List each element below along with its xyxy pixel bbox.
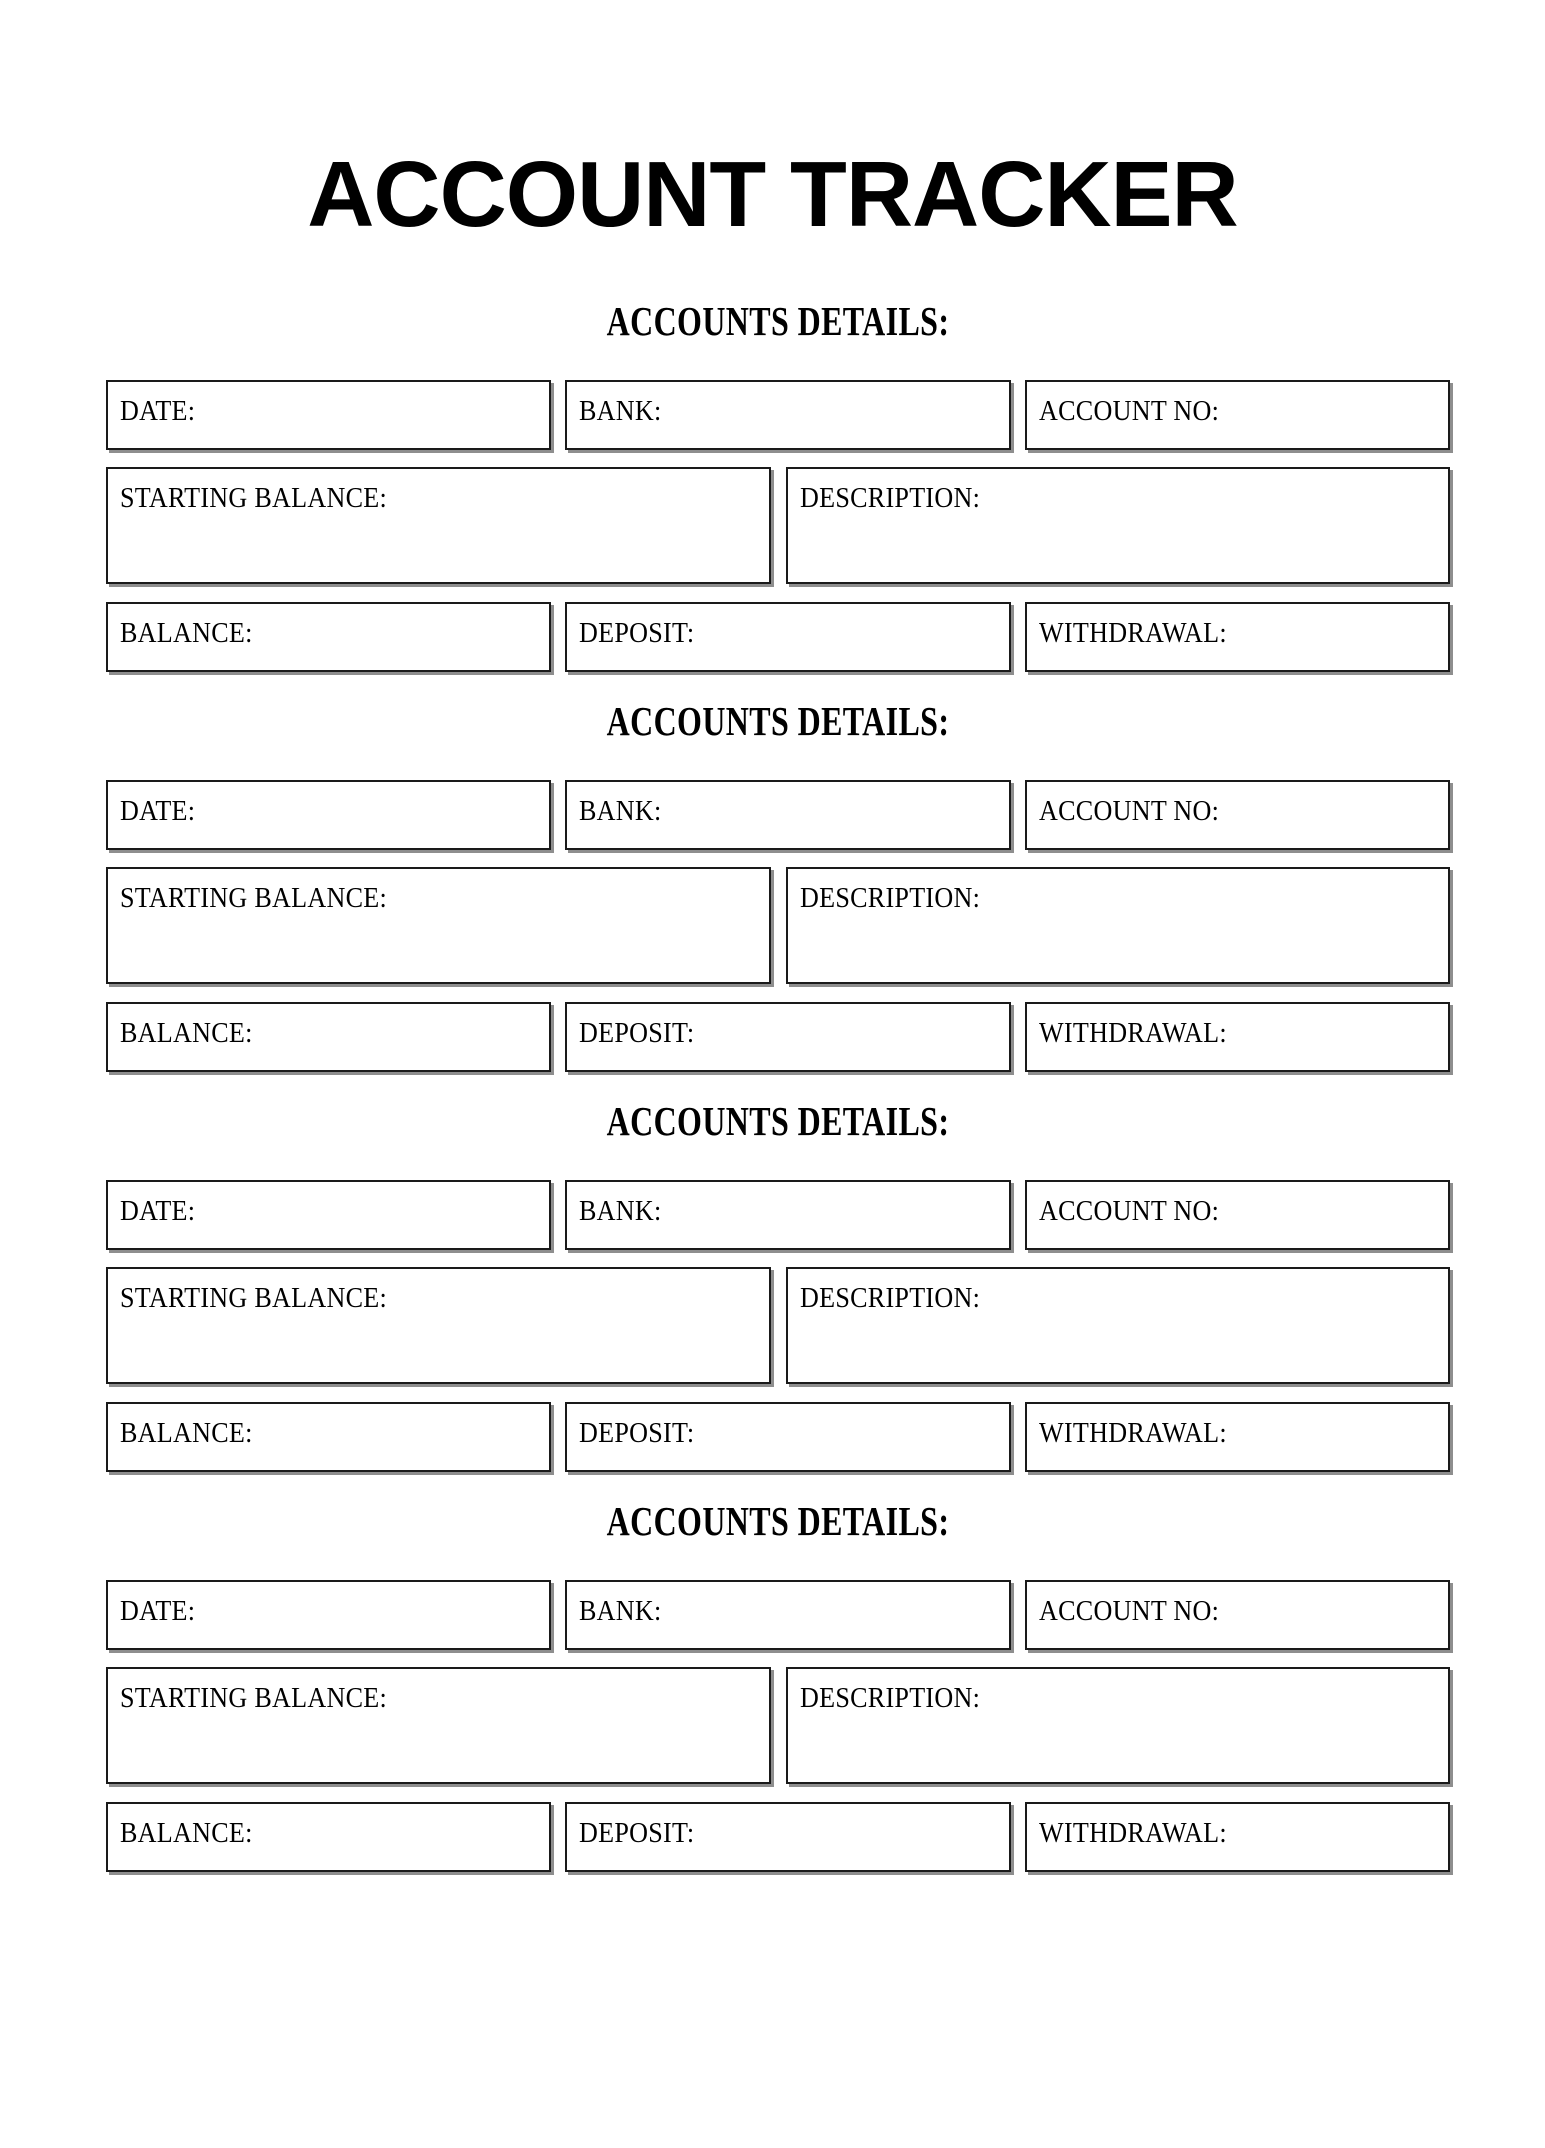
fields-row: [106, 1402, 1450, 1472]
account-details-section-3: [106, 1097, 1450, 1472]
balance-field-box: [106, 602, 551, 672]
fields-row: [106, 1002, 1450, 1072]
account-no-field-box: [1025, 1580, 1450, 1650]
fields-row: [106, 1580, 1450, 1650]
deposit-field-label: DEPOSIT:: [579, 1417, 695, 1449]
fields-row: [106, 1667, 1450, 1784]
balance-field-box: [106, 1802, 551, 1872]
date-field-box: [106, 1180, 551, 1250]
balance-field-box: [106, 1402, 551, 1472]
date-field-box: [106, 380, 551, 450]
bank-field-box: [565, 1580, 1011, 1650]
fields-row: [106, 1180, 1450, 1250]
sections-container: [106, 297, 1450, 1872]
withdrawal-field-label: WITHDRAWAL:: [1039, 1017, 1227, 1049]
date-field-label: DATE:: [120, 1595, 196, 1627]
bank-field-box: [565, 380, 1011, 450]
starting-balance-field-box: [106, 867, 771, 984]
withdrawal-field-label: WITHDRAWAL:: [1039, 1417, 1227, 1449]
account-details-section-4: [106, 1497, 1450, 1872]
bank-field-label: BANK:: [579, 395, 662, 427]
description-field-box: [786, 467, 1450, 584]
starting-balance-field-label: STARTING BALANCE:: [120, 1282, 388, 1314]
account-no-field-label: ACCOUNT NO:: [1039, 1595, 1220, 1627]
description-field-box: [786, 1667, 1450, 1784]
description-field-label: DESCRIPTION:: [800, 1682, 981, 1714]
bank-field-label: BANK:: [579, 1595, 662, 1627]
date-field-label: DATE:: [120, 1195, 196, 1227]
account-details-section-2: [106, 697, 1450, 1072]
deposit-field-label: DEPOSIT:: [579, 617, 695, 649]
starting-balance-field-box: [106, 1267, 771, 1384]
fields-row: [106, 1267, 1450, 1384]
deposit-field-label: DEPOSIT:: [579, 1017, 695, 1049]
starting-balance-field-box: [106, 1667, 771, 1784]
bank-field-label: BANK:: [579, 795, 662, 827]
fields-row: [106, 467, 1450, 584]
section-heading: ACCOUNTS DETAILS:: [606, 1098, 950, 1144]
date-field-label: DATE:: [120, 395, 196, 427]
deposit-field-box: [565, 1002, 1011, 1072]
balance-field-label: BALANCE:: [120, 1817, 253, 1849]
bank-field-box: [565, 780, 1011, 850]
withdrawal-field-label: WITHDRAWAL:: [1039, 617, 1227, 649]
description-field-label: DESCRIPTION:: [800, 482, 981, 514]
date-field-box: [106, 780, 551, 850]
fields-row: [106, 780, 1450, 850]
withdrawal-field-box: [1025, 602, 1450, 672]
deposit-field-box: [565, 602, 1011, 672]
date-field-box: [106, 1580, 551, 1650]
bank-field-box: [565, 1180, 1011, 1250]
starting-balance-field-box: [106, 467, 771, 584]
bank-field-label: BANK:: [579, 1195, 662, 1227]
section-heading: ACCOUNTS DETAILS:: [606, 698, 950, 744]
deposit-field-box: [565, 1402, 1011, 1472]
fields-row: [106, 867, 1450, 984]
account-details-section-1: [106, 297, 1450, 672]
starting-balance-field-label: STARTING BALANCE:: [120, 1682, 388, 1714]
deposit-field-label: DEPOSIT:: [579, 1817, 695, 1849]
account-tracker-page: [0, 142, 1545, 2148]
account-no-field-label: ACCOUNT NO:: [1039, 395, 1220, 427]
account-no-field-label: ACCOUNT NO:: [1039, 795, 1220, 827]
description-field-label: DESCRIPTION:: [800, 882, 981, 914]
deposit-field-box: [565, 1802, 1011, 1872]
starting-balance-field-label: STARTING BALANCE:: [120, 482, 388, 514]
balance-field-label: BALANCE:: [120, 1417, 253, 1449]
fields-row: [106, 380, 1450, 450]
withdrawal-field-box: [1025, 1402, 1450, 1472]
account-no-field-box: [1025, 1180, 1450, 1250]
section-heading: ACCOUNTS DETAILS:: [606, 1498, 950, 1544]
account-no-field-box: [1025, 780, 1450, 850]
balance-field-box: [106, 1002, 551, 1072]
starting-balance-field-label: STARTING BALANCE:: [120, 882, 388, 914]
page-title: ACCOUNT TRACKER: [307, 142, 1238, 246]
date-field-label: DATE:: [120, 795, 196, 827]
description-field-box: [786, 867, 1450, 984]
fields-row: [106, 602, 1450, 672]
fields-row: [106, 1802, 1450, 1872]
description-field-label: DESCRIPTION:: [800, 1282, 981, 1314]
balance-field-label: BALANCE:: [120, 1017, 253, 1049]
withdrawal-field-label: WITHDRAWAL:: [1039, 1817, 1227, 1849]
section-heading: ACCOUNTS DETAILS:: [606, 298, 950, 344]
description-field-box: [786, 1267, 1450, 1384]
withdrawal-field-box: [1025, 1002, 1450, 1072]
balance-field-label: BALANCE:: [120, 617, 253, 649]
account-no-field-box: [1025, 380, 1450, 450]
withdrawal-field-box: [1025, 1802, 1450, 1872]
account-no-field-label: ACCOUNT NO:: [1039, 1195, 1220, 1227]
